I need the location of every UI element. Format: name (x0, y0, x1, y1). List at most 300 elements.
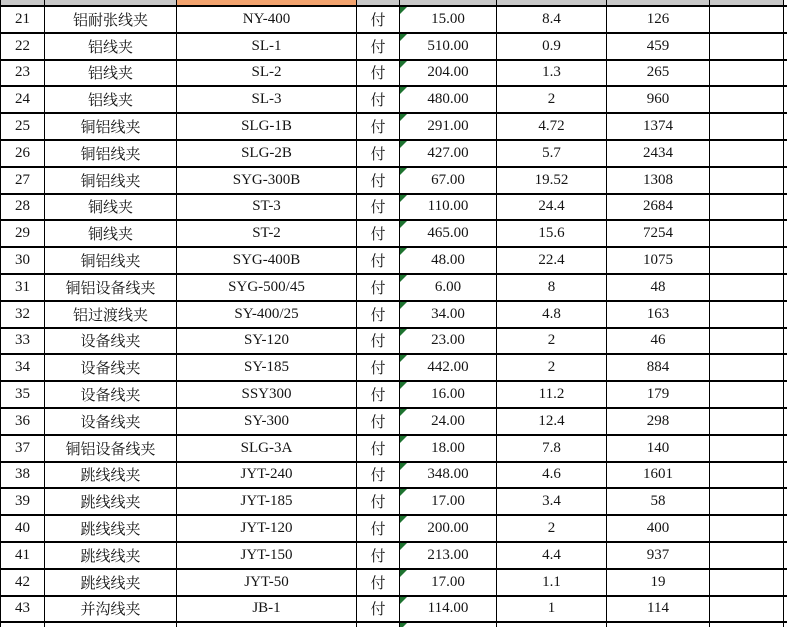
cell-blank[interactable] (710, 275, 784, 300)
error-indicator-triangle-icon (400, 114, 407, 121)
cell-unit-price[interactable] (400, 463, 497, 488)
cell-blank[interactable] (710, 302, 784, 327)
cell-unit-value: 付 (370, 548, 386, 565)
cell-row-number-value: 32 (15, 305, 30, 322)
cell-unit-price-value: 34.00 (431, 305, 465, 322)
cell-item-name-value: 铜铝设备线夹 (65, 280, 156, 297)
error-indicator-triangle-icon (400, 302, 407, 309)
cell-blank[interactable] (710, 516, 784, 541)
cell-row-number-value: 36 (15, 412, 30, 429)
cell-blank[interactable] (710, 489, 784, 514)
cell-model[interactable] (177, 302, 357, 327)
cell-unit-price-value: 16.00 (431, 386, 465, 403)
table-row (0, 193, 787, 220)
cell-quantity[interactable] (497, 141, 607, 166)
error-indicator-triangle-icon (400, 275, 407, 282)
cell-blank[interactable] (710, 114, 784, 139)
cell-quantity[interactable] (497, 355, 607, 380)
table-row (0, 487, 787, 514)
table-row (0, 300, 787, 327)
cell-model[interactable] (177, 382, 357, 407)
cell-quantity[interactable] (497, 570, 607, 595)
cell-amount-value: 400 (646, 520, 670, 537)
cell-unit-value: 付 (370, 120, 386, 137)
cell-model[interactable] (177, 275, 357, 300)
cell-unit[interactable] (357, 168, 400, 193)
cell-item-name-value: 铝耐张线夹 (72, 12, 148, 29)
cell-row-number-value: 40 (15, 520, 30, 537)
cell-quantity[interactable] (497, 114, 607, 139)
cell-blank[interactable] (710, 195, 784, 220)
bottom-partial-cell-quantity[interactable] (497, 623, 607, 627)
cell-amount-value: 298 (646, 412, 670, 429)
cell-item-name[interactable] (45, 87, 177, 112)
cell-amount[interactable] (607, 489, 710, 514)
table-row (0, 5, 787, 32)
cell-model[interactable] (177, 489, 357, 514)
cell-unit[interactable] (357, 543, 400, 568)
cell-unit[interactable] (357, 463, 400, 488)
cell-row-number-value: 42 (15, 573, 30, 590)
cell-row-number[interactable] (0, 570, 45, 595)
cell-unit-price[interactable] (400, 543, 497, 568)
cell-amount[interactable] (607, 34, 710, 59)
cell-unit-price-value: 200.00 (427, 520, 469, 537)
cell-unit[interactable] (357, 87, 400, 112)
cell-blank[interactable] (710, 355, 784, 380)
cell-row-number[interactable] (0, 87, 45, 112)
cell-row-number[interactable] (0, 329, 45, 354)
error-indicator-triangle-icon (400, 597, 407, 604)
cell-unit-price[interactable] (400, 570, 497, 595)
bottom-partial-cell-blank[interactable] (710, 623, 784, 627)
cell-quantity[interactable] (497, 195, 607, 220)
error-indicator-triangle-icon (400, 436, 407, 443)
cell-item-name[interactable] (45, 302, 177, 327)
cell-unit[interactable] (357, 34, 400, 59)
cell-quantity[interactable] (497, 221, 607, 246)
cell-quantity-value: 8.4 (542, 10, 561, 27)
cell-amount[interactable] (607, 141, 710, 166)
cell-model[interactable] (177, 355, 357, 380)
bottom-partial-cell-amount[interactable] (607, 623, 710, 627)
cell-quantity[interactable] (497, 436, 607, 461)
cell-amount[interactable] (607, 516, 710, 541)
cell-quantity[interactable] (497, 248, 607, 273)
cell-quantity[interactable] (497, 382, 607, 407)
cell-unit-price[interactable] (400, 34, 497, 59)
cell-item-name[interactable] (45, 168, 177, 193)
cell-row-number[interactable] (0, 382, 45, 407)
cell-unit-price[interactable] (400, 61, 497, 86)
cell-amount[interactable] (607, 61, 710, 86)
cell-unit[interactable] (357, 382, 400, 407)
cell-blank[interactable] (710, 168, 784, 193)
cell-item-name-value: 设备线夹 (80, 361, 141, 378)
top-partial-cell-amount[interactable] (607, 0, 710, 5)
bottom-partial-cell-row-number[interactable] (0, 623, 45, 627)
cell-row-number-value: 34 (15, 359, 30, 376)
cell-quantity[interactable] (497, 516, 607, 541)
cell-row-number[interactable] (0, 221, 45, 246)
cell-row-number[interactable] (0, 275, 45, 300)
cell-item-name-value: 铝线夹 (87, 66, 133, 83)
cell-quantity[interactable] (497, 34, 607, 59)
cell-unit-price[interactable] (400, 302, 497, 327)
cell-model[interactable] (177, 409, 357, 434)
cell-model[interactable] (177, 597, 357, 622)
cell-unit[interactable] (357, 409, 400, 434)
cell-item-name[interactable] (45, 61, 177, 86)
cell-row-number[interactable] (0, 141, 45, 166)
cell-row-number-value: 23 (15, 64, 30, 81)
cell-amount[interactable] (607, 463, 710, 488)
cell-unit[interactable] (357, 302, 400, 327)
table-row (0, 112, 787, 139)
cell-unit-price-value: 465.00 (427, 225, 469, 242)
cell-model[interactable] (177, 61, 357, 86)
cell-unit-price-value: 17.00 (431, 573, 465, 590)
cell-amount[interactable] (607, 570, 710, 595)
table-row (0, 85, 787, 112)
cell-blank[interactable] (710, 409, 784, 434)
table-row (0, 246, 787, 273)
cell-item-name[interactable] (45, 7, 177, 32)
cell-item-name[interactable] (45, 34, 177, 59)
cell-amount[interactable] (607, 355, 710, 380)
cell-unit-price[interactable] (400, 141, 497, 166)
cell-model[interactable] (177, 543, 357, 568)
cell-item-name-value: 跳线线夹 (80, 468, 141, 485)
cell-item-name[interactable] (45, 597, 177, 622)
cell-quantity[interactable] (497, 168, 607, 193)
cell-model[interactable] (177, 7, 357, 32)
cell-row-number[interactable] (0, 34, 45, 59)
cell-unit-value: 付 (370, 414, 386, 431)
cell-unit-value: 付 (370, 522, 386, 539)
cell-unit[interactable] (357, 141, 400, 166)
cell-quantity[interactable] (497, 329, 607, 354)
cell-amount[interactable] (607, 597, 710, 622)
cell-quantity[interactable] (497, 543, 607, 568)
error-indicator-triangle-icon (400, 543, 407, 550)
cell-row-number[interactable] (0, 61, 45, 86)
cell-row-number[interactable] (0, 409, 45, 434)
cell-quantity-value: 1.3 (542, 64, 561, 81)
bottom-partial-cell-unit[interactable] (357, 623, 400, 627)
cell-model-value: NY-400 (242, 10, 291, 27)
cell-unit-price[interactable] (400, 329, 497, 354)
cell-amount-value: 126 (646, 10, 670, 27)
cell-blank[interactable] (710, 61, 784, 86)
cell-row-number[interactable] (0, 543, 45, 568)
bottom-partial-cell-model[interactable] (177, 623, 357, 627)
cell-unit-price[interactable] (400, 87, 497, 112)
cell-unit-price[interactable] (400, 168, 497, 193)
cell-unit-price-value: 6.00 (434, 278, 462, 295)
cell-unit-price[interactable] (400, 409, 497, 434)
bottom-partial-cell-item-name[interactable] (45, 623, 177, 627)
cell-amount[interactable] (607, 543, 710, 568)
cell-model[interactable] (177, 248, 357, 273)
cell-item-name[interactable] (45, 141, 177, 166)
cell-unit-value: 付 (370, 388, 386, 405)
cell-amount-value: 7254 (643, 225, 673, 242)
cell-model-value: JYT-50 (244, 573, 289, 590)
cell-unit[interactable] (357, 570, 400, 595)
cell-quantity[interactable] (497, 87, 607, 112)
cell-row-number[interactable] (0, 302, 45, 327)
cell-model[interactable] (177, 221, 357, 246)
cell-row-number-value: 22 (15, 37, 30, 54)
cell-model-value: SSY300 (241, 386, 292, 403)
cell-row-number[interactable] (0, 248, 45, 273)
cell-unit[interactable] (357, 275, 400, 300)
cell-quantity[interactable] (497, 302, 607, 327)
cell-unit-price-value: 291.00 (427, 118, 469, 135)
cell-unit[interactable] (357, 597, 400, 622)
cell-unit[interactable] (357, 516, 400, 541)
top-partial-cell-model[interactable] (177, 0, 357, 5)
cell-blank[interactable] (710, 329, 784, 354)
cell-row-number-value: 39 (15, 493, 30, 510)
cell-unit-value: 付 (370, 66, 386, 83)
cell-quantity[interactable] (497, 597, 607, 622)
cell-quantity[interactable] (497, 409, 607, 434)
cell-row-number[interactable] (0, 195, 45, 220)
cell-item-name-value: 跳线线夹 (80, 575, 141, 592)
cell-amount-value: 1601 (643, 466, 673, 483)
cell-item-name[interactable] (45, 329, 177, 354)
cell-row-number[interactable] (0, 168, 45, 193)
cell-item-name[interactable] (45, 489, 177, 514)
top-partial-cell-row-number[interactable] (0, 0, 45, 5)
cell-amount[interactable] (607, 248, 710, 273)
cell-quantity-value: 2 (547, 359, 556, 376)
cell-amount[interactable] (607, 275, 710, 300)
cell-unit[interactable] (357, 221, 400, 246)
cell-amount-value: 48 (650, 278, 666, 295)
cell-blank[interactable] (710, 570, 784, 595)
cell-unit[interactable] (357, 329, 400, 354)
cell-unit-value: 付 (370, 334, 386, 351)
cell-item-name-value: 铜铝线夹 (80, 146, 141, 163)
cell-quantity-value: 3.4 (542, 493, 561, 510)
cell-unit[interactable] (357, 248, 400, 273)
cell-quantity[interactable] (497, 463, 607, 488)
top-partial-cell-unit-price[interactable] (400, 0, 497, 5)
cell-amount-value: 163 (646, 305, 670, 322)
cell-amount-value: 1374 (643, 118, 673, 135)
top-partial-row (0, 0, 787, 5)
cell-model-value: SY-400/25 (234, 305, 299, 322)
cell-model-value: SL-3 (251, 91, 282, 108)
cell-model[interactable] (177, 168, 357, 193)
cell-amount-value: 1308 (643, 171, 673, 188)
cell-item-name[interactable] (45, 516, 177, 541)
cell-item-name[interactable] (45, 195, 177, 220)
cell-amount[interactable] (607, 87, 710, 112)
cell-item-name[interactable] (45, 570, 177, 595)
cell-unit-price[interactable] (400, 355, 497, 380)
cell-model[interactable] (177, 114, 357, 139)
cell-row-number-value: 33 (15, 332, 30, 349)
cell-model[interactable] (177, 570, 357, 595)
cell-quantity-value: 19.52 (534, 171, 569, 188)
cell-item-name[interactable] (45, 114, 177, 139)
bottom-partial-row (0, 621, 787, 627)
table-row (0, 327, 787, 354)
cell-unit-price[interactable] (400, 275, 497, 300)
cell-amount[interactable] (607, 436, 710, 461)
cell-item-name[interactable] (45, 355, 177, 380)
cell-blank[interactable] (710, 597, 784, 622)
cell-model[interactable] (177, 516, 357, 541)
cell-unit[interactable] (357, 195, 400, 220)
cell-item-name-value: 铜线夹 (87, 227, 133, 244)
cell-row-number[interactable] (0, 436, 45, 461)
cell-unit-price[interactable] (400, 436, 497, 461)
cell-unit-price[interactable] (400, 114, 497, 139)
cell-unit-value: 付 (370, 575, 386, 592)
cell-unit-price[interactable] (400, 489, 497, 514)
cell-quantity-value: 4.4 (542, 546, 561, 563)
cell-amount[interactable] (607, 382, 710, 407)
cell-unit-price[interactable] (400, 221, 497, 246)
cell-blank[interactable] (710, 221, 784, 246)
cell-amount[interactable] (607, 195, 710, 220)
cell-item-name-value: 设备线夹 (80, 414, 141, 431)
cell-quantity[interactable] (497, 275, 607, 300)
cell-unit[interactable] (357, 436, 400, 461)
cell-item-name[interactable] (45, 463, 177, 488)
cell-row-number[interactable] (0, 355, 45, 380)
cell-model[interactable] (177, 141, 357, 166)
cell-unit-price[interactable] (400, 382, 497, 407)
cell-blank[interactable] (710, 543, 784, 568)
cell-unit-value: 付 (370, 307, 386, 324)
cell-blank[interactable] (710, 463, 784, 488)
cell-item-name[interactable] (45, 409, 177, 434)
cell-amount[interactable] (607, 409, 710, 434)
cell-blank[interactable] (710, 34, 784, 59)
cell-amount-value: 960 (646, 91, 670, 108)
cell-blank[interactable] (710, 141, 784, 166)
cell-item-name-value: 铜铝线夹 (80, 120, 141, 137)
cell-quantity-value: 2 (547, 91, 556, 108)
cell-unit-price-value: 110.00 (427, 198, 469, 215)
cell-item-name[interactable] (45, 436, 177, 461)
cell-unit[interactable] (357, 114, 400, 139)
cell-unit[interactable] (357, 489, 400, 514)
cell-unit[interactable] (357, 7, 400, 32)
cell-row-number[interactable] (0, 114, 45, 139)
cell-unit-price[interactable] (400, 248, 497, 273)
cell-row-number[interactable] (0, 489, 45, 514)
cell-unit-price[interactable] (400, 516, 497, 541)
cell-row-number-value: 41 (15, 546, 30, 563)
cell-blank[interactable] (710, 248, 784, 273)
cell-item-name[interactable] (45, 275, 177, 300)
cell-blank[interactable] (710, 87, 784, 112)
cell-row-number-value: 25 (15, 118, 30, 135)
cell-model-value: JYT-185 (240, 493, 293, 510)
cell-quantity[interactable] (497, 489, 607, 514)
table-row (0, 273, 787, 300)
cell-quantity-value: 15.6 (538, 225, 565, 242)
table-row (0, 595, 787, 622)
cell-quantity-value: 22.4 (538, 252, 565, 269)
cell-quantity[interactable] (497, 7, 607, 32)
cell-item-name-value: 并沟线夹 (80, 602, 141, 619)
table-row (0, 219, 787, 246)
top-partial-cell-quantity[interactable] (497, 0, 607, 5)
cell-quantity-value: 1 (547, 600, 556, 617)
cell-unit-price-value: 510.00 (427, 37, 469, 54)
top-partial-cell-unit[interactable] (357, 0, 400, 5)
cell-item-name[interactable] (45, 382, 177, 407)
cell-model-value: SLG-3A (240, 439, 293, 456)
cell-row-number-value: 31 (15, 278, 30, 295)
cell-unit-price[interactable] (400, 597, 497, 622)
error-indicator-triangle-icon (400, 195, 407, 202)
cell-unit-price[interactable] (400, 195, 497, 220)
cell-row-number[interactable] (0, 516, 45, 541)
cell-amount[interactable] (607, 168, 710, 193)
cell-item-name[interactable] (45, 221, 177, 246)
cell-blank[interactable] (710, 7, 784, 32)
cell-unit[interactable] (357, 355, 400, 380)
cell-model[interactable] (177, 436, 357, 461)
cell-blank[interactable] (710, 436, 784, 461)
cell-unit-value: 付 (370, 441, 386, 458)
cell-amount[interactable] (607, 329, 710, 354)
cell-item-name[interactable] (45, 543, 177, 568)
error-indicator-triangle-icon (400, 382, 407, 389)
bottom-partial-cell-unit-price[interactable] (400, 623, 497, 627)
cell-amount[interactable] (607, 7, 710, 32)
cell-row-number[interactable] (0, 597, 45, 622)
cell-unit[interactable] (357, 61, 400, 86)
error-indicator-triangle-icon (400, 7, 407, 14)
cell-model[interactable] (177, 34, 357, 59)
cell-unit-price-value: 18.00 (431, 439, 465, 456)
cell-unit-value: 付 (370, 12, 386, 29)
cell-model-value: SYG-500/45 (228, 278, 305, 295)
top-partial-cell-blank[interactable] (710, 0, 784, 5)
cell-item-name[interactable] (45, 248, 177, 273)
cell-quantity-value: 2 (547, 520, 556, 537)
cell-model[interactable] (177, 329, 357, 354)
cell-amount[interactable] (607, 221, 710, 246)
cell-item-name-value: 铜铝设备线夹 (65, 441, 156, 458)
cell-amount[interactable] (607, 114, 710, 139)
cell-unit-price-value: 348.00 (427, 466, 469, 483)
cell-unit-price[interactable] (400, 7, 497, 32)
top-partial-cell-item-name[interactable] (45, 0, 177, 5)
cell-model[interactable] (177, 195, 357, 220)
cell-unit-price-value: 15.00 (431, 10, 465, 27)
cell-row-number[interactable] (0, 463, 45, 488)
cell-model[interactable] (177, 87, 357, 112)
cell-quantity-value: 24.4 (538, 198, 565, 215)
cell-blank[interactable] (710, 382, 784, 407)
cell-amount[interactable] (607, 302, 710, 327)
cell-quantity[interactable] (497, 61, 607, 86)
cell-unit-price-value: 442.00 (427, 359, 469, 376)
cell-row-number[interactable] (0, 7, 45, 32)
cell-model[interactable] (177, 463, 357, 488)
